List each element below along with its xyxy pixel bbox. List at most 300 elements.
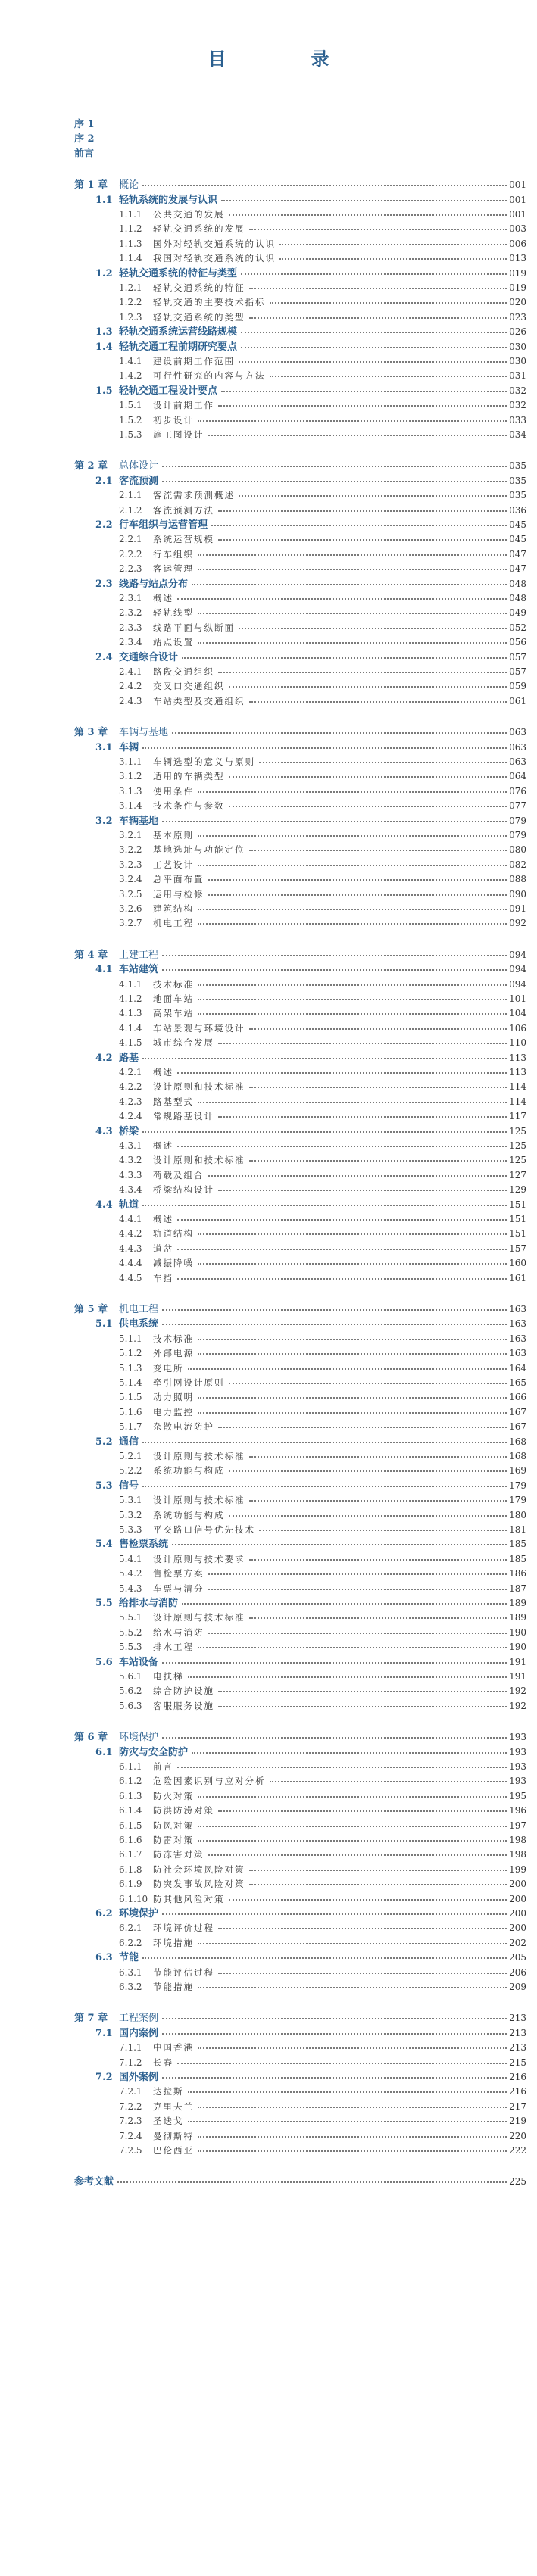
entry-number: 5.1	[95, 1318, 113, 1330]
toc-section[interactable]	[0, 1655, 537, 1670]
toc-subsection[interactable]	[0, 872, 537, 887]
entry-number: 3.2.1	[119, 830, 142, 840]
entry-title: 防突发事故风险对策	[153, 1877, 247, 1891]
entry-number: 3.2.2	[119, 844, 142, 855]
toc-subsection[interactable]	[0, 1332, 537, 1346]
entry-title: 土建工程	[119, 950, 159, 961]
toc-chapter[interactable]	[0, 459, 537, 473]
toc-subsection[interactable]	[0, 679, 537, 694]
toc-subsection[interactable]	[0, 978, 537, 992]
entry-number: 3.1.3	[119, 786, 142, 797]
dot-leader	[188, 1676, 507, 1678]
entry-page: 114	[507, 1095, 526, 1109]
toc-subsection[interactable]	[0, 755, 537, 769]
entry-title: 供电系统	[119, 1318, 159, 1330]
toc-subsection[interactable]	[0, 1021, 537, 1036]
toc-subsection[interactable]	[0, 828, 537, 843]
toc-subsection[interactable]	[0, 665, 537, 679]
entry-number: 3.2.4	[119, 874, 142, 884]
toc-subsection[interactable]	[0, 562, 537, 576]
dot-leader	[229, 1383, 507, 1384]
dot-leader	[162, 481, 507, 482]
entry-number: 6.1.5	[119, 1820, 142, 1831]
entry-title: 车辆	[119, 742, 139, 753]
dot-leader	[211, 525, 507, 526]
toc-subsection[interactable]	[0, 1936, 537, 1951]
toc-section[interactable]	[0, 1124, 537, 1139]
toc-subsection[interactable]	[0, 428, 537, 442]
toc-subsection[interactable]	[0, 251, 537, 266]
entry-page: 219	[507, 2114, 526, 2128]
entry-page: 220	[507, 2129, 526, 2144]
dot-leader	[218, 1043, 507, 1044]
toc-subsection[interactable]	[0, 694, 537, 709]
entry-title: 概述	[153, 1139, 175, 1153]
entry-number: 2.3.2	[119, 607, 142, 618]
entry-page: 209	[507, 1980, 526, 1994]
toc-section[interactable]	[0, 2026, 537, 2041]
toc-section[interactable]	[0, 1198, 537, 1212]
toc-subsection[interactable]	[0, 413, 537, 428]
entry-title: 客服服务设施	[153, 1699, 216, 1714]
entry-page: 168	[507, 1435, 526, 1449]
entry-number: 4.1.3	[119, 1008, 142, 1018]
entry-number: 6.1.8	[119, 1864, 142, 1875]
entry-number: 5.1.3	[119, 1363, 142, 1374]
toc-subsection[interactable]	[0, 1760, 537, 1774]
toc-section[interactable]	[0, 1479, 537, 1493]
toc-section[interactable]	[0, 1537, 537, 1552]
toc-section[interactable]	[0, 1951, 537, 1965]
toc-subsection[interactable]	[0, 2129, 537, 2144]
entry-number: 6.2.2	[119, 1938, 142, 1948]
toc-subsection[interactable]	[0, 1789, 537, 1804]
toc-section[interactable]	[0, 474, 537, 488]
entry-page: 202	[507, 1936, 526, 1951]
toc-subsection[interactable]	[0, 1405, 537, 1420]
entry-title: 交通综合设计	[119, 652, 179, 663]
toc-subsection[interactable]	[0, 902, 537, 916]
entry-number: 5.1.1	[119, 1333, 142, 1344]
entry-title: 城市综合发展	[153, 1036, 216, 1050]
entry-page: 035	[507, 488, 526, 503]
toc-subsection[interactable]	[0, 1626, 537, 1640]
toc-subsection[interactable]	[0, 1863, 537, 1877]
entry-page: 216	[507, 2085, 526, 2099]
toc-subsection[interactable]	[0, 1361, 537, 1376]
toc-subsection[interactable]	[0, 1508, 537, 1523]
toc-subsection[interactable]	[0, 1699, 537, 1714]
entry-title: 工程案例	[119, 2013, 159, 2024]
entry-number: 4.2.4	[119, 1111, 142, 1121]
entry-page: 013	[507, 251, 526, 266]
toc-section[interactable]	[0, 2070, 537, 2085]
toc-subsection[interactable]	[0, 635, 537, 650]
entry-number: 6.1.7	[119, 1849, 142, 1860]
dot-leader	[198, 2107, 507, 2108]
toc-chapter[interactable]	[0, 948, 537, 962]
toc-front-matter[interactable]	[0, 132, 537, 146]
toc-subsection[interactable]	[0, 1819, 537, 1833]
entry-number: 4.2.3	[119, 1096, 142, 1107]
toc-subsection[interactable]	[0, 295, 537, 310]
entry-title: 机电工程	[119, 1304, 159, 1315]
entry-title: 前言	[74, 148, 95, 160]
toc-subsection[interactable]	[0, 1966, 537, 1980]
toc-subsection[interactable]	[0, 1877, 537, 1891]
dot-leader	[270, 1781, 507, 1782]
toc-subsection[interactable]	[0, 369, 537, 383]
entry-page: 076	[507, 784, 526, 799]
entry-page: 193	[507, 1760, 526, 1774]
entry-title: 设计原则与技术标准	[153, 1611, 247, 1625]
entry-number: 1.5	[95, 385, 113, 397]
toc-subsection[interactable]	[0, 1168, 537, 1183]
toc-section[interactable]	[0, 1051, 537, 1065]
entry-title: 线路平面与纵断面	[153, 621, 236, 635]
dot-leader	[198, 642, 507, 644]
toc-subsection[interactable]	[0, 1493, 537, 1508]
toc-subsection[interactable]	[0, 1567, 537, 1581]
toc-subsection[interactable]	[0, 887, 537, 902]
dot-leader	[249, 701, 507, 703]
toc-section[interactable]	[0, 1745, 537, 1760]
toc-section[interactable]	[0, 325, 537, 339]
entry-title: 荷载及组合	[153, 1168, 206, 1183]
toc-subsection[interactable]	[0, 2100, 537, 2114]
entry-title: 地面车站	[153, 992, 195, 1006]
entry-page: 032	[507, 398, 526, 413]
toc-subsection[interactable]	[0, 532, 537, 547]
entry-number: 5.1.2	[119, 1348, 142, 1358]
toc-subsection[interactable]	[0, 1006, 537, 1021]
dot-leader	[162, 821, 507, 822]
toc-section[interactable]	[0, 814, 537, 828]
toc-subsection[interactable]	[0, 1640, 537, 1654]
toc-subsection[interactable]	[0, 606, 537, 620]
toc-section[interactable]	[0, 1907, 537, 1921]
toc-subsection[interactable]	[0, 2144, 537, 2158]
entry-title: 行车组织	[153, 547, 195, 562]
dot-leader	[218, 1691, 507, 1692]
toc-subsection[interactable]	[0, 504, 537, 518]
entry-title: 轨道	[119, 1199, 139, 1211]
toc-subsection[interactable]	[0, 398, 537, 413]
entry-title: 轻轨交通系统运营线路规模	[119, 326, 238, 338]
toc-section[interactable]	[0, 340, 537, 354]
entry-title: 防风对策	[153, 1819, 195, 1833]
entry-number: 4.4	[95, 1199, 113, 1211]
entry-page: 049	[507, 606, 526, 620]
entry-page: 163	[507, 1317, 526, 1331]
dot-leader	[198, 1397, 507, 1399]
entry-title: 路基	[119, 1053, 139, 1064]
entry-number: 5.4	[95, 1539, 113, 1550]
dot-leader	[198, 1987, 507, 1988]
toc-subsection[interactable]	[0, 2085, 537, 2099]
entry-number: 4.1.4	[119, 1023, 142, 1034]
entry-page: 047	[507, 547, 526, 562]
entry-page: 061	[507, 694, 526, 709]
toc-subsection[interactable]	[0, 207, 537, 222]
entry-page: 129	[507, 1183, 526, 1197]
toc-chapter[interactable]	[0, 1730, 537, 1745]
dot-leader	[218, 1190, 507, 1191]
toc-subsection[interactable]	[0, 769, 537, 784]
entry-page: 151	[507, 1198, 526, 1212]
entry-page: 127	[507, 1168, 526, 1183]
toc-subsection[interactable]	[0, 1080, 537, 1094]
toc-front-matter[interactable]	[0, 147, 537, 161]
toc-section[interactable]	[0, 650, 537, 665]
entry-title: 车站建筑	[119, 964, 159, 975]
dot-leader	[241, 273, 507, 275]
entry-page: 193	[507, 1774, 526, 1789]
toc-subsection[interactable]	[0, 1833, 537, 1848]
toc-subsection[interactable]	[0, 1980, 537, 1994]
dot-leader	[229, 776, 507, 778]
toc-subsection[interactable]	[0, 1848, 537, 1862]
toc-subsection[interactable]	[0, 1242, 537, 1256]
dot-leader	[162, 955, 507, 956]
toc-subsection[interactable]	[0, 1139, 537, 1153]
entry-title: 电力监控	[153, 1405, 195, 1420]
entry-title: 轻轨交通工程设计要点	[119, 385, 218, 397]
entry-number: 5.1.6	[119, 1407, 142, 1417]
entry-page: 125	[507, 1124, 526, 1139]
toc-subsection[interactable]	[0, 1684, 537, 1698]
toc-subsection[interactable]	[0, 1153, 537, 1168]
entry-title: 防社会环境风险对策	[153, 1863, 247, 1877]
toc-section[interactable]	[0, 1435, 537, 1449]
dot-leader	[177, 1249, 507, 1250]
dot-leader	[188, 2091, 507, 2093]
toc-section[interactable]	[0, 1596, 537, 1611]
dot-leader	[249, 1456, 507, 1458]
entry-number: 5.5.1	[119, 1612, 142, 1623]
toc-front-matter[interactable]	[0, 117, 537, 132]
entry-title: 设计原则和技术标准	[153, 1153, 247, 1168]
entry-number: 5.2	[95, 1436, 113, 1448]
entry-title: 技术标准	[153, 978, 195, 992]
toc-section[interactable]	[0, 193, 537, 207]
dot-leader	[229, 686, 507, 688]
toc-section[interactable]	[0, 518, 537, 532]
dot-leader	[198, 2150, 507, 2152]
toc-subsection[interactable]	[0, 1183, 537, 1197]
toc-subsection[interactable]	[0, 591, 537, 606]
toc-subsection[interactable]	[0, 222, 537, 236]
entry-page: 191	[507, 1655, 526, 1670]
toc-subsection[interactable]	[0, 1065, 537, 1080]
dot-leader	[198, 1102, 507, 1103]
entry-title: 技术标准	[153, 1332, 195, 1346]
toc-subsection[interactable]	[0, 2056, 537, 2070]
entry-page: 045	[507, 518, 526, 532]
toc-chapter[interactable]	[0, 178, 537, 192]
toc-subsection[interactable]	[0, 1582, 537, 1596]
dot-leader	[198, 791, 507, 793]
toc-subsection[interactable]	[0, 1376, 537, 1390]
toc-subsection[interactable]	[0, 1774, 537, 1789]
toc-subsection[interactable]	[0, 1670, 537, 1684]
entry-title: 排水工程	[153, 1640, 195, 1654]
dot-leader	[117, 2181, 507, 2183]
dot-leader	[208, 1854, 507, 1856]
toc-subsection[interactable]	[0, 992, 537, 1006]
toc-section[interactable]	[0, 962, 537, 977]
entry-number: 4.1.5	[119, 1037, 142, 1048]
toc-subsection[interactable]	[0, 1523, 537, 1537]
dot-leader	[188, 2121, 507, 2122]
toc-subsection[interactable]	[0, 916, 537, 931]
toc-subsection[interactable]	[0, 1552, 537, 1567]
entry-number: 1.1.4	[119, 253, 142, 264]
toc-subsection[interactable]	[0, 1271, 537, 1286]
dot-leader	[249, 317, 507, 319]
dot-leader	[218, 672, 507, 673]
entry-number: 3.2.3	[119, 859, 142, 870]
toc-subsection[interactable]	[0, 1420, 537, 1434]
dot-leader	[192, 584, 507, 585]
entry-title: 轻轨交通工程前期研究要点	[119, 341, 238, 353]
entry-number: 1.5.3	[119, 429, 142, 440]
toc-subsection[interactable]	[0, 488, 537, 503]
toc-section[interactable]	[0, 1317, 537, 1331]
entry-title: 电扶梯	[153, 1670, 186, 1684]
toc-subsection[interactable]	[0, 1346, 537, 1361]
entry-page: 167	[507, 1420, 526, 1434]
entry-number: 4.3.1	[119, 1140, 142, 1151]
toc-subsection[interactable]	[0, 843, 537, 857]
entry-title: 设计原则与技术要求	[153, 1552, 247, 1567]
entry-page: 001	[507, 207, 526, 222]
entry-page: 222	[507, 2144, 526, 2158]
toc-subsection[interactable]	[0, 1390, 537, 1405]
toc-subsection[interactable]	[0, 1449, 537, 1464]
toc-subsection[interactable]	[0, 354, 537, 369]
dot-leader	[198, 420, 507, 422]
toc-subsection[interactable]	[0, 2041, 537, 2055]
entry-number: 4.3.4	[119, 1184, 142, 1195]
entry-number: 4.3.2	[119, 1155, 142, 1165]
toc-subsection[interactable]	[0, 799, 537, 813]
entry-number: 2.1	[95, 476, 113, 487]
entry-page: 185	[507, 1537, 526, 1552]
toc-subsection[interactable]	[0, 547, 537, 562]
dot-leader	[198, 2136, 507, 2138]
toc-chapter[interactable]	[0, 725, 537, 740]
toc-subsection[interactable]	[0, 2114, 537, 2128]
entry-page: 001	[507, 193, 526, 207]
toc-subsection[interactable]	[0, 1464, 537, 1478]
entry-page: 023	[507, 310, 526, 325]
toc-section[interactable]	[0, 267, 537, 281]
entry-number: 5.1.7	[119, 1421, 142, 1432]
toc-subsection[interactable]	[0, 1892, 537, 1907]
dot-leader	[162, 2018, 507, 2019]
entry-title: 轻轨交通系统的特征与类型	[119, 268, 238, 279]
toc-subsection[interactable]	[0, 1095, 537, 1109]
toc-subsection[interactable]	[0, 1921, 537, 1935]
toc-subsection[interactable]	[0, 621, 537, 635]
dot-leader	[198, 1263, 507, 1265]
entry-title: 概论	[119, 179, 139, 191]
entry-title: 概述	[153, 591, 175, 606]
toc-subsection[interactable]	[0, 310, 537, 325]
dot-leader	[177, 598, 507, 600]
entry-title: 达拉斯	[153, 2085, 186, 2099]
toc-section[interactable]	[0, 384, 537, 398]
entry-number: 6.3.1	[119, 1967, 142, 1978]
toc-subsection[interactable]	[0, 784, 537, 799]
entry-page: 034	[507, 428, 526, 442]
entry-number: 1.2	[95, 268, 113, 279]
entry-title: 节能	[119, 1952, 139, 1963]
toc-subsection[interactable]	[0, 1256, 537, 1271]
entry-page: 106	[507, 1021, 526, 1036]
dot-leader	[177, 2063, 507, 2064]
entry-number: 7.2.4	[119, 2131, 142, 2141]
entry-page: 091	[507, 902, 526, 916]
dot-leader	[249, 850, 507, 851]
toc-subsection[interactable]	[0, 1036, 537, 1050]
dot-leader	[239, 628, 507, 629]
toc-subsection[interactable]	[0, 1804, 537, 1818]
dot-leader	[249, 1884, 507, 1885]
toc-subsection[interactable]	[0, 1611, 537, 1625]
entry-page: 048	[507, 591, 526, 606]
dot-leader	[142, 1442, 507, 1443]
entry-page: 189	[507, 1611, 526, 1625]
toc-section[interactable]	[0, 741, 537, 755]
toc-section[interactable]	[0, 577, 537, 591]
toc-subsection[interactable]	[0, 1109, 537, 1124]
entry-title: 通信	[119, 1436, 139, 1448]
toc-references[interactable]	[0, 2175, 537, 2189]
entry-page: 163	[507, 1332, 526, 1346]
entry-page: 032	[507, 384, 526, 398]
entry-page: 225	[507, 2175, 526, 2189]
entry-title: 减振降噪	[153, 1256, 195, 1271]
entry-page: 026	[507, 325, 526, 339]
entry-number: 6.1.10	[119, 1894, 148, 1904]
toc-subsection[interactable]	[0, 858, 537, 872]
entry-page: 077	[507, 799, 526, 813]
entry-title: 客流预测	[119, 476, 159, 487]
entry-number: 5.4.3	[119, 1583, 142, 1594]
entry-number: 6.3.2	[119, 1982, 142, 1992]
entry-title: 设计原则和技术标准	[153, 1080, 247, 1094]
toc-chapter[interactable]	[0, 2011, 537, 2026]
toc-chapter[interactable]	[0, 1302, 537, 1317]
entry-title: 常规路基设计	[153, 1109, 216, 1124]
entry-number: 5.2.2	[119, 1465, 142, 1476]
toc-subsection[interactable]	[0, 237, 537, 251]
entry-page: 190	[507, 1626, 526, 1640]
entry-page: 199	[507, 1863, 526, 1877]
entry-page: 180	[507, 1508, 526, 1523]
toc-subsection[interactable]	[0, 1227, 537, 1241]
entry-title: 道岔	[153, 1242, 175, 1256]
dot-leader	[162, 1309, 507, 1311]
dot-leader	[270, 302, 507, 304]
toc-subsection[interactable]	[0, 281, 537, 295]
entry-title: 售检票系统	[119, 1539, 169, 1550]
entry-page: 059	[507, 679, 526, 694]
toc-subsection[interactable]	[0, 1212, 537, 1227]
entry-page: 157	[507, 1242, 526, 1256]
